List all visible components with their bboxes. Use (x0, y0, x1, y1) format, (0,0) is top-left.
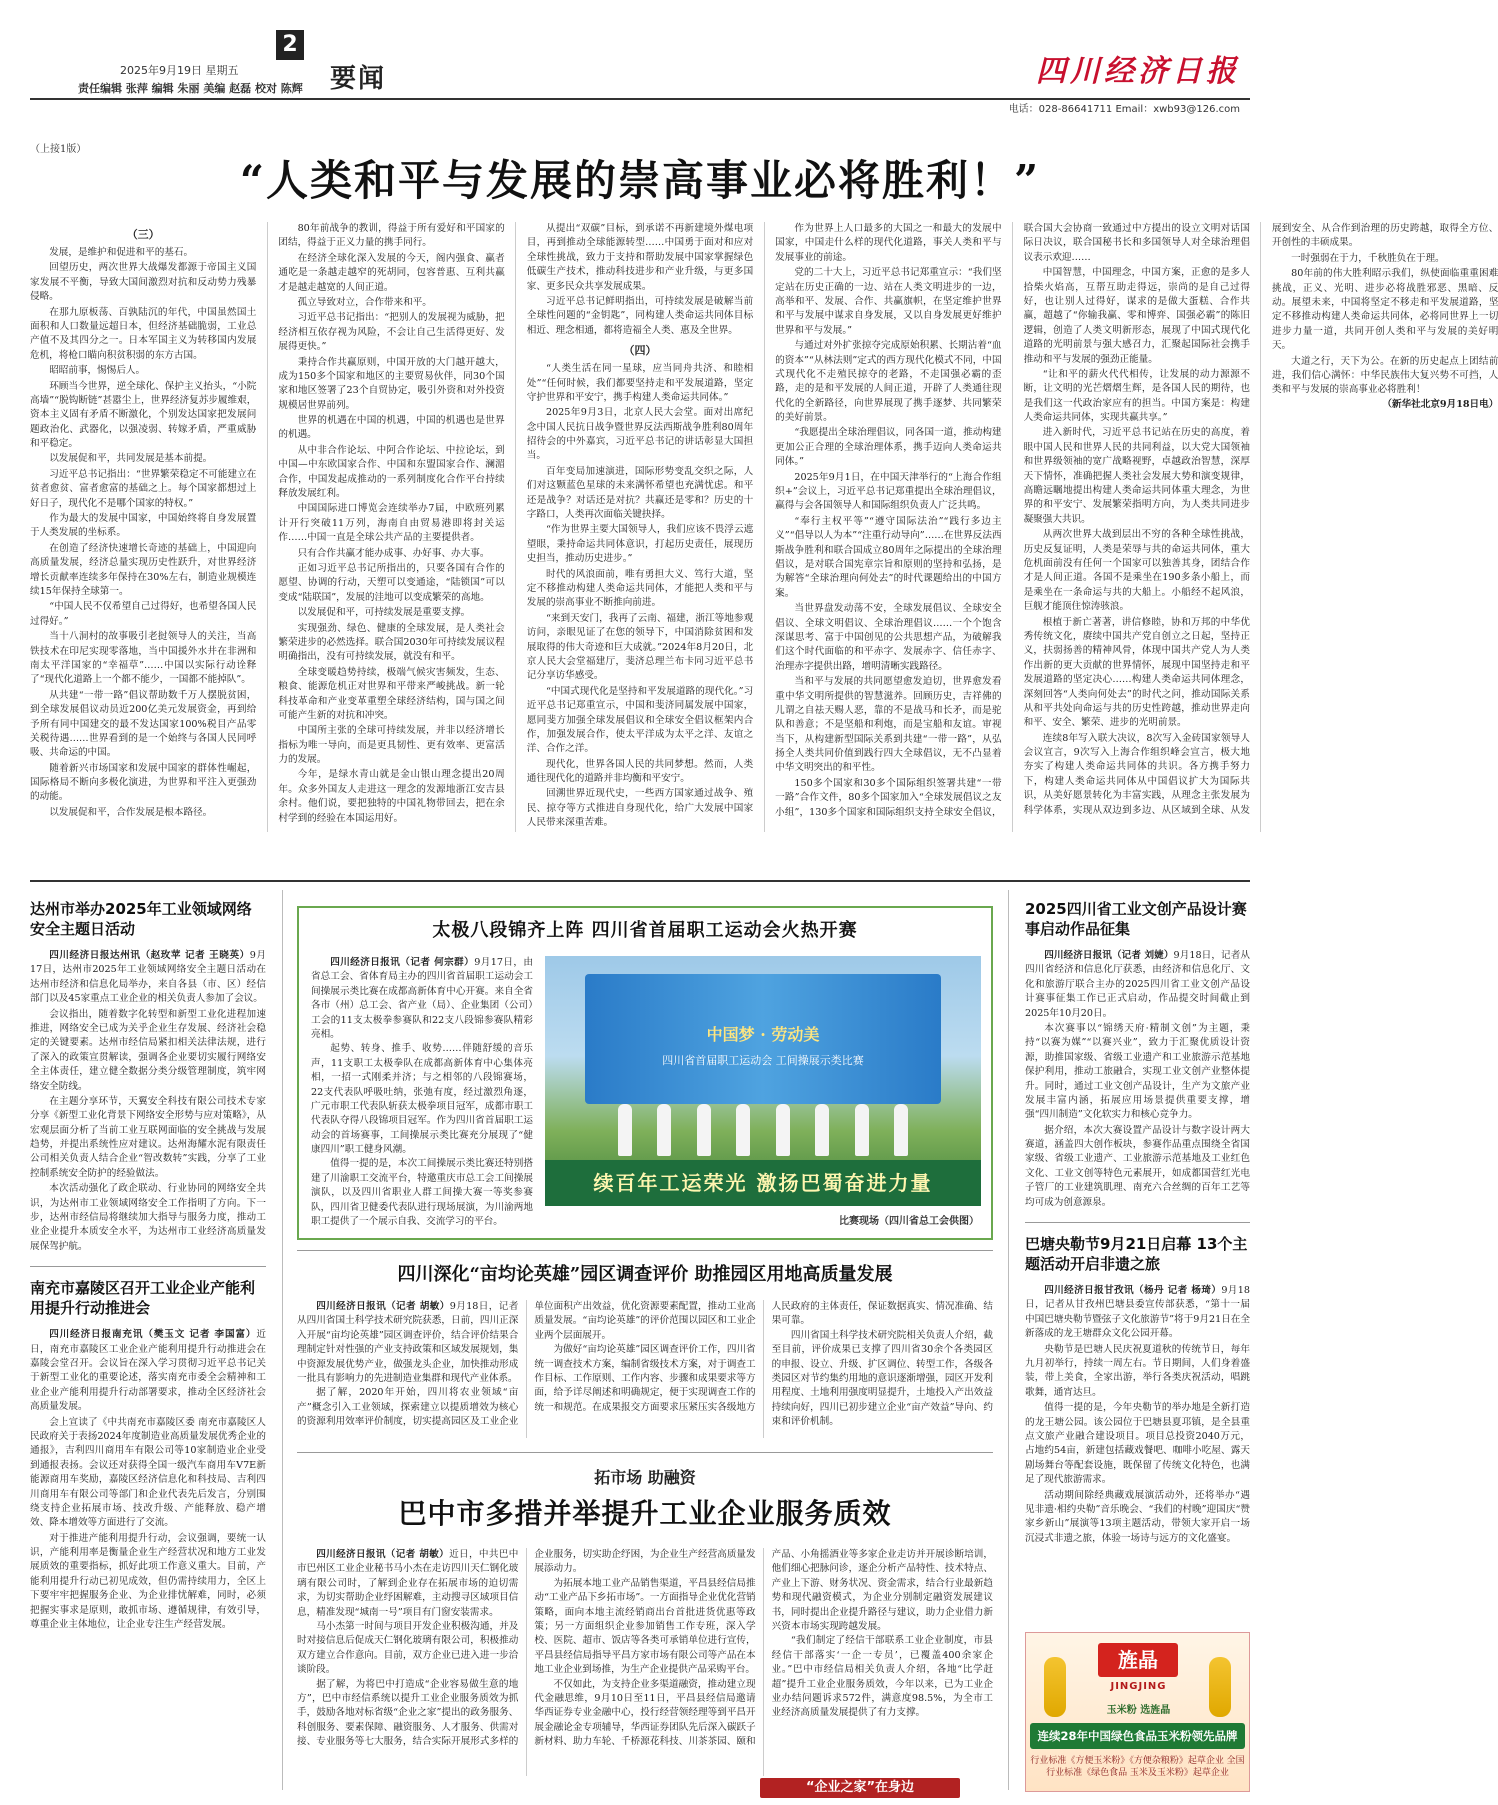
performers (605, 1096, 921, 1156)
section-divider (30, 880, 1250, 882)
paragraph: 实现强劲、绿色、健康的全球发展，是人类社会繁荣进步的必然选择。联合国2030年可持续发展议程明确指出，没有可持续发展，就没有和平。 (278, 622, 505, 663)
ad-slogan: 玉米粉 选旌晶 (1106, 1705, 1171, 1716)
paragraph: 150多个国家和30多个国际组织签署共建“一带一路”合作文件，80多个国家加入“全球发展倡议之友小组”，130多个国家和国际组织支持全球安全倡议，联合国大会协商一致通过中方提出的设立文明对话国际日决议，联合国秘书长和多国领导人对全球治理倡议表示欢迎…… (775, 223, 1250, 818)
stage-banner (585, 974, 941, 1104)
performer-figure (855, 1104, 869, 1156)
article-body (1025, 1284, 1250, 1546)
paragraph: 起势、转身、推手、收势……伴随舒缓的音乐声，11支职工太极拳队在成都高新体育中心集体亮相，一招一式刚柔并济；与之相邻的八段锦赛场，22支代表队呼吸吐纳，张弛有度，经过激烈角逐，广元市职工代表队斩获太极拳项目冠军，成都市职工代表队夺得八段锦项目冠军。作为四川省首届职工运动会的首场赛事，工间操展示类比赛充分展现了“健康四川”职工健身风潮。 (311, 1043, 533, 1156)
photo-caption: 比赛现场（四川省总工会供图） (839, 1216, 979, 1227)
performer-figure (618, 1104, 632, 1156)
paragraph-text: 9月18日，记者从四川省国土科学技术研究院获悉，日前，四川正深入开展“亩均论英雄”园区调查评价，结合评价结果合理制定针对性强的产业支持政策和区域发展规划，集中资源发展优势产业，做强龙头企业，加快推动形成一批具有影响力的先进制造业集群和现代产业体系。 (297, 1301, 519, 1384)
paragraph: 值得一提的是，本次工间操展示类比赛还特别搭建了川渝职工交流平台，特邀重庆市总工会工间操展演队，以及四川省职业人群工间操大赛一等奖参赛队，四川省卫健委代表队进行现场展演，为川渝两地职工提供了一个展示自我、交流学习的平台。 (311, 1158, 533, 1228)
paragraph: 当世界盘发动荡不安，全球发展倡议、全球安全倡议、全球文明倡议、全球治理倡议……一个个饱含深谋思考、富于中国创见的公共思想产品，为破解我们这个时代面临的和平赤字、发展赤字、信任赤字、治理赤字提供出路，增明清晰实践路径。 (775, 603, 1002, 672)
paragraph (1025, 949, 1250, 1021)
article-title: 巴塘央勒节9月21日启幕 13个主题活动开启非遗之旅 (1025, 1235, 1248, 1273)
paragraph: 秉持合作共赢原则，中国开放的大门越开越大，成为150多个国家和地区的主要贸易伙伴，同30个国家和地区签署了23个自贸协定，吸引外资和对外投资规模居世界前列。 (278, 356, 505, 411)
paragraph: 回溯世界近现代史，一些西方国家通过战争、殖民、掠夺等方式推进自身现代化，给广大发展中国家人民带来深重苦难。 (526, 788, 754, 829)
paragraph: 全球变暖趋势持续，极端气候灾害频发，生态、粮食、能源危机正对世界和平带来严峻挑战。新一轮科技革命和产业变革重塑全球经济结构，国与国之间可能产生新的对抗和冲突。 (278, 666, 505, 721)
paragraph: 值得一提的是，今年央勒节的举办地是全新打造的龙王塘公园。该公园位于巴塘县夏邛镇，是全县重点文旅产业融合建设项目。项目总投资2040万元，占地约54亩，新建包括藏戏餐吧、咖啡小吃屋、露天剧场舞台等配套设施，既保留了传统文化特色，也满足了现代旅游需求。 (1025, 1402, 1250, 1486)
left-column (30, 900, 266, 1633)
section-name: 要闻 (330, 64, 387, 94)
mid-article-body (297, 1300, 993, 1438)
performer-figure (657, 1104, 671, 1156)
paragraph-text: 近日，南充市嘉陵区工业企业产能利用提升行动推进会在嘉陵会堂召开。会议旨在深入学习贯彻习近平总书记关于新型工业化的重要论述，落实南充市委全会精神和工业企业产能利用提升行动部署要求，推动全区经济社会高质量发展。 (30, 1329, 266, 1413)
paragraph: 2025年9月1日，在中国天津举行的“上海合作组织+”会议上，习近平总书记郑重提出全球治理倡议，赢得与会各国领导人和国际组织负责人广泛共鸣。 (775, 471, 1002, 512)
article-design-contest (1025, 900, 1250, 1210)
paragraph: 据介绍，本次大赛设置产品设计与数字设计两大赛道，涵盖四大创作板块，参赛作品重点围绕全省国家级、省级工业遗产、工业旅游示范基地及工业红色文化、工业文创等特色元素展开，如成都国营红光电子管厂的工业建筑肌理、南充六合丝绸的百年工艺等均可成为创意源泉。 (1025, 1124, 1250, 1208)
low-article-body (297, 1548, 993, 1776)
paragraph: 从两次世界大战到层出不穷的各种全球性挑战，历史反复证明，人类是荣辱与共的命运共同体，重大危机面前没有任何一个国家可以独善其身，团结合作才是人间正道。各国不是乘坐在190多条小船上，而是乘坐在一条命运与共的大船上。小船经不起风浪，巨舰才能顶住惊涛骇浪。 (1023, 529, 1250, 613)
column-divider (282, 890, 283, 1790)
photo-story-body (311, 956, 533, 1232)
ad-footnote: 行业标准《方便玉米粉》《方便杂粮粉》起草企业 全国行业标准《绿色食品 玉米及玉米粉》起草企业 (1030, 1756, 1245, 1779)
event-photo (545, 956, 981, 1206)
paragraph: 当和平与发展的共同愿望愈发迫切，世界愈发看重中华文明所提供的智慧滋养。回顾历史，吉祥佛的儿谓之自祛天赐人恶，靠的不是战马和长矛，而是驼队和善意；不是坚船和利炮，而是宝船和友谊。审视当下，从构建新型国际关系到共建“一带一路”，从弘扬全人类共同价值到践行四大全球倡议，无不凸显着中华文明突出的和平性。 (775, 676, 1002, 774)
article-divider (1025, 1222, 1250, 1223)
paragraph-text: 近日，中共巴中市巴州区工业企业秘书马小杰在走访四川天仁钢化玻璃有限公司时，了解到企业存在拓展市场的迫切需求，为切实帮助企业纾困解难，主动搜寻区域项目信息，精准发现“城南一号”项目有门窗安装需求。 (297, 1549, 519, 1618)
paragraph: 一时强弱在于力，千秋胜负在于理。 (1291, 252, 1445, 264)
lead-article-body (30, 222, 1498, 832)
paragraph: 进入新时代，习近平总书记站在历史的高度，着眼中国人民和世界人民的共同利益，以大党大国领袖和世界级领袖的宽广战略视野，卓越政治智慧，深厚天下情怀，准确把握人类社会发展大势和演变规律，高瞻远瞩地提出构建人类命运共同体重大理念，为世界的和平安宁、发展繁荣指明方向，为人类共同进步凝聚强大共识。 (1023, 427, 1250, 525)
lead-source: （新华社北京9月18日电） (1382, 398, 1498, 410)
photo-story-title: 太极八段锦齐上阵 四川省首届职工运动会火热开赛 (432, 920, 858, 941)
performer-figure (776, 1104, 790, 1156)
performer-figure (736, 1104, 750, 1156)
article-divider (297, 1452, 993, 1453)
dateline: 四川经济日报讯（记者 何宗群） (330, 957, 475, 968)
article-dazhou (30, 900, 266, 1254)
issue-date: 2025年9月19日 星期五 (120, 64, 239, 77)
paragraph: 习近平总书记指出：“世界繁荣稳定不可能建立在贫者愈贫、富者愈富的基础之上。每个国家都想过上好日子，现代化不是哪个国家的特权。” (30, 468, 257, 509)
right-column (1025, 900, 1250, 1547)
paragraph: 为做好“亩均论英雄”园区调查评价工作，四川省统一调查技术方案，编制省级技术方案，对于调查工作目标、工作原则、工作内容、步骤和成果要求等方面，给予详尽阐述和明确规定，便于实现调查工作的统一和规范。在成果报交方面要求压紧压实各级地方人民政府的主体责任，保证数据真实、情况准确、结果可靠。 (534, 1301, 993, 1413)
paragraph: 现代化，世界各国人民的共同梦想。然而，人类通往现代化的道路并非均衡和平安宁。 (526, 758, 754, 785)
paragraph: 会上宣读了《中共南充市嘉陵区委 南充市嘉陵区人民政府关于表扬2024年度制造业高质量发展优秀企业的通报》，吉利四川商用车有限公司等10家制造业企业受到通报表扬。会议还对获得全国一级汽车商用车V7E新能源商用车奖励，嘉陵区经济信息化和科技局、吉利四川商用车有限公司等部门和企业代表先后发言，分别围绕支持企业拓展市场、技改升级、产能释放、稳产增效、降本增效等方面进行了交流。 (30, 1416, 266, 1529)
paragraph: 百年变局加速演进，国际形势变乱交织之际，人们对这颗蓝色星球的未来满怀希望也充满忧虑。和平还是战争？对话还是对抗？共赢还是零和？历史的十字路口，人类再次面临关键抉择。 (526, 465, 754, 521)
dateline: 四川经济日报讯（记者 胡敏） (316, 1301, 450, 1312)
paragraph: 随着新兴市场国家和发展中国家的群体性崛起，国际格局不断向多极化演进，为世界和平注入更强劲的动能。 (30, 762, 257, 803)
article-divider (30, 1266, 266, 1267)
dateline: 四川经济日报讯（记者 胡敏） (316, 1549, 450, 1560)
paragraph: 据了解，为将巴中打造成“企业容易做生意的地方”，巴中市经信系统以提升工业企业服务质效为抓手，鼓励各地对标省级“企业之家”提出的政务服务、科创服务、要素保障、融资服务、人才服务、供需对接、专业服务等七大服务，结合实际开展形式多样的企业服务，切实助企纾困，为企业生产经营高质量发展添动力。 (297, 1549, 756, 1748)
paragraph: 与通过对外扩张掠夺完成原始积累、长期沾着“血的资本”“从林法则”定式的西方现代化模式不同，中国式现代化不走殖民掠夺的老路，不走国强必霸的歪路，走的是和平发展的人间正道，开辟了人类通往现代化的全新路径，向世界展现了携手逐梦、共同繁荣的美好前景。 (775, 340, 1002, 424)
paragraph: 马小杰第一时间与项目开发企业积极沟通，并及时对接信息后促成天仁钢化玻璃有限公司，积极推动双方建立合作意向。目前，双方企业已进入进一步洽谈阶段。 (297, 1620, 519, 1676)
paragraph: 以发展促和平，共同发展是基本前提。 (49, 453, 213, 465)
performer-figure (697, 1104, 711, 1156)
editor-credits: 责任编辑 张萍 编辑 朱丽 美编 赵磊 校对 陈辉 (78, 82, 303, 95)
paragraph: 连续8年写入联大决议，8次写入金砖国家领导人会议宣言，9次写入上海合作组织峰会宣言，极大地夯实了构建人类命运共同体的共识。各方携手努力下，构建人类命运共同体从中国倡议扩大为国际共识，从美好愿景转化为丰富实践，从理念主张发展为科学体系，实现从双边到多边、从区域到全球、从发展到安全、从合作到治理的历史跨越，取得全方位、开创性的丰硕成果。 (1023, 223, 1498, 816)
paragraph-text: 9月18日，记者从甘孜州巴塘县委宣传部获悉，“第十一届中国巴塘央勒节暨弦子文化旅游节”将于9月21日在全新落成的龙王塘群众文化公园开幕。 (1025, 1285, 1250, 1340)
paragraph: 党的二十大上，习近平总书记郑重宣示：“我们坚定站在历史正确的一边、站在人类文明进步的一边，高举和平、发展、合作、共赢旗帜，在坚定维护世界和平与发展中谋求自身发展，又以自身发展更好维护世界和平与发展。” (775, 267, 1002, 336)
paragraph: “作为世界主要大国领导人，我们应该不畏浮云遮望眼，秉持命运共同体意识，打起历史责任，展现历史担当，推动历史进步。” (526, 524, 754, 565)
paragraph: 以发展促和平，合作发展是根本路径。 (49, 806, 213, 818)
column-tag: “企业之家”在身边 (760, 1778, 960, 1798)
article-batang-festival (1025, 1235, 1250, 1546)
dateline: 四川经济日报讯（记者 刘婕） (1044, 950, 1174, 961)
article-divider (297, 1250, 993, 1251)
paragraph: 习近平总书记指出：“把别人的发展视为威胁，把经济相互依存视为风险，不会让自己生活得更好、发展得更快。” (278, 312, 505, 353)
lead-headline: “人类和平与发展的崇高事业必将胜利！” (239, 156, 1041, 205)
paragraph: 本次活动强化了政企联动、行业协同的网络安全共识，为达州市工业领域网络安全工作指明了方向。下一步，达州市经信局将继续加大指导与服务力度，推动工业企业提升本质安全水平，为达州市工业经济高质量发展保驾护航。 (30, 1183, 266, 1252)
stage-slogan: 续百年工运荣光 激扬巴蜀奋进力量 (545, 1160, 981, 1206)
ad-brand-en: JINGJING (1110, 1681, 1167, 1692)
dateline: 四川经济日报南充讯（樊玉文 记者 李国富） (49, 1329, 257, 1341)
paragraph: 本次赛事以“锦绣天府·精制文创”为主题，秉持“以赛为媒”“以赛兴业”，致力于汇聚优质设计资源，助推国家级、省级工业遗产和工业旅游示范基地保护利用，推动工旅融合，实现工业文创产业整体提升。同时，通过工业文创产品设计，生产为文旅产业发展丰富内涵，拓展应用场景提供重要支撑，增强“四川制造”文化软实力和核心竞争力。 (1025, 1022, 1250, 1121)
page-number: 2 (276, 30, 304, 60)
part-heading: （三） (126, 228, 160, 241)
paragraph: 昭昭前事，惕惕后人。 (49, 365, 146, 377)
paragraph: 正如习近平总书记所指出的，只要各国有合作的愿望、协调的行动，天塑可以变通途，“陆锁国”可以变成“陆联国”，发展的洼地可以变成繁荣的高地。 (278, 562, 505, 603)
banner-main: 四川省首届职工运动会 工间操展示类比赛 (662, 1054, 864, 1067)
paragraph: 在经济全球化深入发展的今天，阁内强食、赢者通吃是一条越走越窄的死胡同，包容普惠、互利共赢才是越走越宽的人间正道。 (278, 252, 505, 293)
paragraph: 习近平总书记鲜明指出，可持续发展是破解当前全球性问题的“金钥匙”，同构建人类命运共同体目标相近、理念相通，都将造福全人类、惠及全世界。 (526, 295, 754, 336)
paragraph: “来到天安门，我再了云南、福建，浙江等地参观访问，亲眼见证了在您的领导下，中国消除贫困和发展取得的伟大奇迹和巨大成就。”2024年8月20日，北京人民大会堂福建厅，斐济总理兰布卡同习近平总书记分享访华感受。 (526, 612, 754, 682)
paragraph: 2025年9月3日，北京人民大会堂。面对出席纪念中国人民抗日战争暨世界反法西斯战争胜利80周年招待会的中外嘉宾，习近平总书记的讲话彰显大国担当。 (526, 407, 754, 462)
paragraph: 发展，是维护和促进和平的基石。 (49, 247, 194, 258)
low-article-kicker: 拓市场 助融资 (594, 1468, 696, 1487)
paragraph: “人类生活在同一星球，应当同舟共济、和睦相处”“任何时候，我们都要坚持走和平发展道路，坚定守护世界和平安宁，携手构建人类命运共同体。” (526, 363, 754, 403)
paragraph: 为拓展本地工业产品销售渠道，平昌县经信局推动“工业产品下乡拓市场”。一方面指导企业优化营销策略，面向本地主流经销商出台首批进货优惠等政策；另一方面组织企业参加销售工作专班，深入学校、医院、超市、饭店等各类可承销单位进行宣传，平昌县经信局指导平昌方家市场有限公司等产品在本地工业企业到场推，为生产企业提供产品采购平台。 (534, 1577, 756, 1676)
paragraph: 作为世界上人口最多的大国之一和最大的发展中国家，中国走什么样的现代化道路，事关人类和平与发展事业的前途。 (775, 223, 1002, 263)
column-divider (1008, 890, 1009, 1790)
paragraph-text: 9月18日，记者从四川省经济和信息化厅获悉，由经济和信息化厅、文化和旅游厅联合主办的2025四川省工业文创产品设计赛事征集工作已正式启动，作品提交时间截止到2025年10月20日。 (1025, 950, 1250, 1019)
performer-figure (815, 1104, 829, 1156)
paragraph: 大道之行，天下为公。在新的历史起点上团结前进，我们信心满怀：中华民族伟大复兴势不可挡，人类和平与发展的崇高事业必将胜利！ (1271, 355, 1498, 396)
paragraph: 不仅如此，为支持企业多渠道融资，推动建立现代金融思维，9月10日至11日，平昌县经信局邀请华西证券专业金融中心，投行经营领经理等到平昌开展金融论金专项辅导，华西证券团队先后深入碳跃子新材料、助力车轮、千桥源花科技、川茶茶园、颐和产品、小角摇酒业等多家企业走访并开展诊断培训，他们细心把脉问诊，逐企分析产品特性、技术特点、产业上下游、财务状况、资金需求，结合行业最新趋势和现代融资模式，为企业分别制定融资发展建议书，同时提出企业提升路径与建议，助力企业借力新兴资本市场实现跨越发展。 (534, 1549, 993, 1748)
paragraph: “中国人民不仅希望自己过得好，也希望各国人民过得好。” (30, 601, 257, 627)
paragraph: 从中非合作论坛、中阿合作论坛、中拉论坛，到中国—中东欧国家合作、中国和东盟国家合作、澜湄合作，中国发起成推动的一系列制度化合作平台持续释放发展红利。 (278, 444, 505, 500)
newspaper-logo: 四川经济日报 (1036, 54, 1240, 89)
paragraph: “我愿提出全球治理倡议，同各国一道，推动构建更加公正合理的全球治理体系，携手迈向人类命运共同体。” (775, 427, 1002, 468)
paragraph: 时代的风浪面前，唯有勇担大义、笃行大道，坚定不移推动构建人类命运共同体，才能把人类和平与发展的崇高事业不断推向前进。 (526, 568, 754, 609)
paragraph: 80年前的伟大胜利昭示我们，纵使面临重重困难挑战，正义、光明、进步必将战胜邪恶、黑暗、反动。展望未来，中国将坚定不移走和平发展道路，坚定不移推动构建人类命运共同体，必将同世界上一切进步力量一道，共同开创人类和平与发展的美好明天。 (1271, 268, 1498, 352)
paragraph-text: 9月17日，由省总工会、省体育局主办的四川省首届职工运动会工间操展示类比赛在成都高新体育中心开赛。来自全省各市（州）总工会、省产业（局）、企业集团（公司）工会的11支太极拳参赛队和22支八段锦参赛队精彩亮相。 (311, 957, 534, 1040)
article-body (1025, 949, 1250, 1210)
paragraph: 中国所主张的全球可持续发展，并非以经济增长指标为唯一导向，而是更具韧性、更有效率、更富活力的发展。 (278, 725, 505, 766)
paragraph: 80年前战争的教训，得益于所有爱好和平国家的团结，得益于正义力量的携手同行。 (278, 223, 505, 249)
paragraph-text: 9月17日，达州市2025年工业领域网络安全主题日活动在达州市经济和信息化局举办，来自各县（市、区）经信部门以及45家重点工业企业的相关负责人参加了会议。 (30, 950, 266, 1005)
performer-figure (894, 1104, 908, 1156)
paragraph: 环顾当今世界，逆全球化、保护主义抬头，“小院高墙”“脱钩断链”甚嚣尘上，世界经济复苏步履维艰，资本主义固有矛盾不断激化，个别发达国家把发展问题政治化、武器化，以强凌弱、转嫁矛盾，严重威胁和平稳定。 (30, 380, 257, 450)
paragraph: 据了解，2020年开始，四川将农业领域“亩产”概念引入工业领域，探索建立以提质增效为核心的资源利用效率评价制度，切实提高园区及工业企业单位面积产出效益，优化资源要素配置，推动工业高质量发展。“亩均论英雄”的评价范围以园区和工业企业两个层面展开。 (297, 1301, 756, 1428)
contact-info: 电话：028-86641711 Email：xwb93@126.com (1008, 104, 1240, 115)
paragraph: “奉行主权平等”“遵守国际法治”“践行多边主义”“倡导以人为本”“注重行动导向”……在世界反法西斯战争胜利和联合国成立80周年之际提出的全球治理倡议，是对联合国宪章宗旨和原则的坚持和弘扬，是为解答“全球治理向何处去”的时代课题给出的中国方案。 (775, 515, 1002, 599)
paragraph: 从共建“一带一路”倡议帮助数千万人摆脱贫困，到全球发展倡议动员近200亿美元发展资金，再到给予所有同中国建交的最不发达国家100%税目产品零关税待遇……世界看到的是一个始终与各国人民同呼吸、共命运的中国。 (30, 689, 257, 759)
paragraph: “我们制定了经信干部联系工业企业制度，市县经信干部落实‘一企一专员’，已覆盖400余家企业。”巴中市经信局相关负责人介绍，各地“比学赶超”提升工业企业服务质效，今年以来，已为工业企业办结问题诉求572件，满意度98.5%，为全市工业经济高质量发展提供了有力支撑。 (771, 1635, 993, 1719)
paragraph: 根植于新亡著著，讲信修睦，协和万邦的中华优秀传统文化，赓续中国共产党自创立之日起，坚持正义，扶弱扬善的精神风骨，体现中国共产党人为人类作出新的更大贡献的世界情怀，展现中国坚持走和平发展道路的坚定决心……构建人类命运共同体理念，深刻回答“人类向何处去”的时代之问，推动国际关系从和平共处向命运与共的历史性跨越，推动世界走向和平、安全、繁荣、进步的光明前景。 (1023, 616, 1250, 729)
dateline: 四川经济日报甘孜讯（杨丹 记者 杨琦） (1044, 1285, 1222, 1297)
continued-note: （上接1版） (30, 144, 87, 155)
article-title: 南充市嘉陵区召开工业企业产能利用提升行动推进会 (30, 1279, 256, 1317)
paragraph: 从提出“双碳”目标，到承诺不再新建境外煤电项目，再到推动全球能源转型……中国勇于面对和应对全球性挑战，致力于支持和帮助发展中国家掌握绿色低碳生产技术，推动科技进步和产业升级，与更多国家、更多民众共享发展成果。 (526, 223, 754, 292)
paragraph: 四川省国土科学技术研究院相关负责人介绍，截至目前，评价成果已支撑了四川省30余个各类园区的申报、设立、升级、扩区调位、转型工作，各级各类园区对节约集约用地的意识逐渐增强，园区开发利用程度、土地利用强度明显提升，土地投入产出效益持续向好，四川已初步建立企业“亩产效益”导向、约束和评价机制。 (771, 1329, 993, 1428)
paragraph: “让和平的薪火代代相传，让发展的动力源源不断，让文明的光芒熠熠生辉，是各国人民的期待，也是我们这一代政治家应有的担当。中国方案是：构建人类命运共同体，实现共赢共享。” (1023, 368, 1250, 424)
dateline: 四川经济日报达州讯（赵玫苹 记者 王晓英） (49, 950, 250, 961)
article-nanchong (30, 1279, 266, 1632)
paragraph (1025, 1284, 1250, 1342)
paragraph: 当十八洞村的故事吸引老挝领导人的关注，当高铁技术在印尼实现零落地，当中国援外水井在非洲和南太平洋国家的“幸福草”……中国以实际行动诠释了“现代化道路上一个都不能少，一国都不能掉队”。 (30, 631, 257, 686)
paragraph: “中国式现代化是坚持和平发展道路的现代化。”习近平总书记郑重宣示，中国和斐济同属发展中国家，愿同斐方加强全球发展倡议和全球安全倡议框架内合作，加强发展合作，使太平洋成为太平之洋、友谊之洋、合作之洋。 (526, 685, 754, 755)
mid-article-title: 四川深化“亩均论英雄”园区调查评价 助推园区用地高质量发展 (397, 1264, 893, 1285)
paragraph: 对于推进产能利用提升行动，会议强调，要统一认识，产能利用率是衡量企业生产经营状况和地方工业发展质效的重要指标，抓好此项工作意义重大。目前，产能利用提升行动已初见成效，但仍需持续用力，全区上下要牢牢把握服务企业、为企业排忧解难，同时，必须把握实事求是原则，敢抓市场、遵循规律，有效引导，尊重企业主体地位，让企业专注生产经营发展。 (30, 1532, 266, 1631)
paragraph (297, 1548, 518, 1620)
paragraph: 世界的机遇在中国的机遇，中国的机遇也是世界的机遇。 (278, 415, 505, 441)
paragraph: 孤立导致对立，合作带来和平。 (297, 296, 432, 308)
paragraph: 央勒节是巴塘人民庆祝夏道秋的传统节日，每年九月初举行，持续一周左右。节日期间，人们身着盛装，带上美食，全家出游，举行各类庆祝活动，唱跳歌舞，通宵达旦。 (1025, 1343, 1250, 1398)
ad-main-claim: 连续28年中国绿色食品玉米粉领先品牌 (1030, 1723, 1245, 1749)
paragraph: 中国国际进口博览会连续举办7届，中欧班列累计开行突破11万列，海南自由贸易港即将封关运作……中国一直是全球公共产品的主要提供者。 (278, 503, 505, 544)
paragraph: 只有合作共赢才能办成事、办好事、办大事。 (297, 547, 490, 559)
paragraph (311, 956, 533, 1042)
paragraph (30, 949, 266, 1007)
paragraph (297, 1300, 518, 1386)
article-body (30, 949, 266, 1254)
low-article-title: 巴中市多措并举提升工业企业服务质效 (398, 1497, 892, 1530)
paragraph (30, 1328, 266, 1414)
paragraph: 中国智慧，中国理念，中国方案，正愈的是多人拾柴火焰高，互帮互助走得远，崇尚的是自己过得好，也让别人过得好，谋求的是做大蛋糕、合作共赢，超越了“你输我赢、零和博弈、国强必霸”的陈旧逻辑，创造了人类文明新形态，展现了中国式现代化道路的光明前景与强大感召力，汇聚起国际社会携手推动和平与发展的强劲正能量。 (1023, 267, 1250, 365)
paragraph: 以发展促和平，可持续发展是重要支撑。 (297, 607, 471, 619)
paragraph: 活动期间除经典藏戏展演活动外，还将举办“遇见非遗·相约央勒”音乐晚会、“我们的村晚”迎国庆“赞家乡新山”展演等13项主题活动，带领大家开启一场沉浸式非遗之旅，体验一场诗与远方的文化盛宴。 (1025, 1489, 1250, 1544)
advertisement (1025, 1632, 1250, 1792)
paragraph: 会议指出，随着数字化转型和新型工业化进程加速推进，网络安全已成为关乎企业生存发展、经济社会稳定的关键要素。达州市经信局紧扣相关法律法规，进行了深入的政策宣贯解读，强调各企业要切实履行网络安全主体责任，建立健全数据分类分级管理制度，筑牢网络安全防线。 (30, 1008, 266, 1092)
paragraph: 在主题分享环节，天翼安全科技有限公司技术专家分享《新型工业化背景下网络安全形势与应对策略》，从宏观层面分析了当前工业互联网面临的安全挑战与发展趋势，并提出系统性应对建议。达州海耀水泥有限责任公司相关负责人结合企业“智改数转”实践，分享了工业控制系统安全防护的经验做法。 (30, 1095, 266, 1179)
article-body (30, 1328, 266, 1632)
article-title: 达州市举办2025年工业领域网络安全主题日活动 (30, 900, 252, 938)
ad-brand-logo: 旌晶 (1098, 1643, 1178, 1677)
photo-story (297, 906, 993, 1240)
part-heading: （四） (623, 344, 657, 358)
banner-top: 中国梦 · 劳动美 (706, 1025, 820, 1044)
paragraph: 在创造了经济快速增长奇迹的基础上，中国迎向高质量发展，经济总量实现历史性跃升，对世界经济增长贡献率连续多年保持在30%左右，制造业规模连续15年保持全球第一。 (30, 542, 257, 597)
article-title: 2025四川省工业文创产品设计赛事启动作品征集 (1025, 900, 1247, 938)
masthead (0, 0, 1280, 115)
paragraph: 回望历史，两次世界大战爆发都源于帝国主义国家发展不平衡，导致大国间激烈对抗和反动势力残暴侵略。 (30, 262, 257, 303)
paragraph: 在那九原板荡、百孰陆沉的年代，中国虽然国土面积和人口数量远超日本，但经济基础脆弱，工业总产值不及其四分之一。日本军国主义为转移国内发展危机，将枪口瞄向积贫积弱的东方古国。 (30, 306, 257, 361)
paragraph: 今年，是绿水青山就是金山银山理念提出20周年。众多外国友人走进这一理念的发源地浙江安吉县余村。他们说，要把独特的中国礼物带回去，把在余村学到的经验在本国运用好。 (278, 769, 505, 824)
paragraph: 作为最大的发展中国家，中国始终将自身发展置于人类发展的坐标系。 (30, 513, 257, 539)
